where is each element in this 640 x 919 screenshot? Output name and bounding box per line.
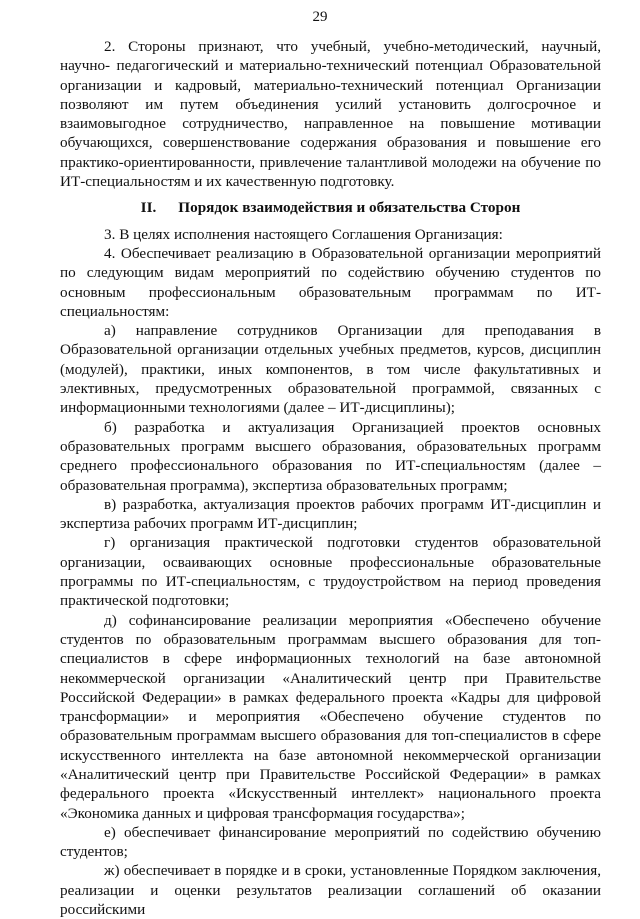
list-item-v: в) разработка, актуализация проектов рабочих программ ИТ-дисциплин и экспертиза рабочих программ ИТ-дисциплин; [60, 495, 601, 533]
page-number: 29 [312, 9, 328, 25]
document-body [60, 37, 601, 919]
section-number: II. [140, 199, 157, 217]
paragraph-3: 3. В целях исполнения настоящего Соглашения Организация: [104, 225, 503, 243]
list-item-d: д) софинансирование реализации мероприятия «Обеспечено обучение студентов по образовательным программам высшего образования для топ-специалистов в сфере информационных технологий на базе автономной некоммерческой организации «Аналитический центр при Правительстве Российской Федерации» в рамках федерального проекта «Кадры для цифровой трансформации» и мероприятия «Обеспечено обучение студентов по образовательным программам высшего образования для топ-специалистов в сфере искусственного интеллекта на базе автономной некоммерческой организации «Аналитический центр при Правительстве Российской Федерации» в рамках федерального проекта «Искусственный интеллект» национального проекта «Экономика данных и цифровая трансформация государства»; [60, 611, 601, 822]
list-item-b: б) разработка и актуализация Организацией проектов основных образовательных программ высшего образования, образовательных программ среднего профессионального образования по ИТ-специальностям (далее – образовательная программа), экспертиза образовательных программ; [60, 418, 601, 494]
paragraph-2: 2. Стороны признают, что учебный, учебно-методический, научный, научно- педагогический и материально-технический потенциал Образовательной организации и кадровый, материально-технический потенциал Организации позволяют им путем объединения усилий установить долгосрочное и взаимовыгодное сотрудничество, направленное на повышение мотивации обучающихся, совершенствование содержания образования и повышение его практико-ориентированности, привлечение талантливой молодежи на обучение по ИТ-специальностям и их качественную подготовку. [60, 38, 601, 191]
list-item-g: г) организация практической подготовки студентов образовательной организации, осваивающих основные профессиональные образовательные программы по ИТ-специальностям, с трудоустройством на период проведения практической подготовки; [60, 534, 601, 610]
list-item-a: а) направление сотрудников Организации для преподавания в Образовательной организации отдельных учебных предметов, курсов, дисциплин (модулей), практики, иных компонентов, в том числе факультативных и элективных, предусмотренных образовательной программой, связанных с информационными технологиями (далее – ИТ-дисциплины); [60, 322, 601, 417]
paragraph-4: 4. Обеспечивает реализацию в Образовательной организации мероприятий по следующим видам мероприятий по содействию обучению студентов по основным профессиональным образовательным программам по ИТ-специальностям: [60, 244, 601, 320]
list-item-zh: ж) обеспечивает в порядке и в сроки, установленные Порядком заключения, реализации и оценки результатов реализации соглашений об оказании российскими [60, 862, 601, 919]
list-item-e: е) обеспечивает финансирование мероприятий по содействию обучению студентов; [60, 823, 601, 861]
section-heading [60, 198, 601, 217]
section-title: Порядок взаимодействия и обязательства Сторон [178, 199, 521, 217]
